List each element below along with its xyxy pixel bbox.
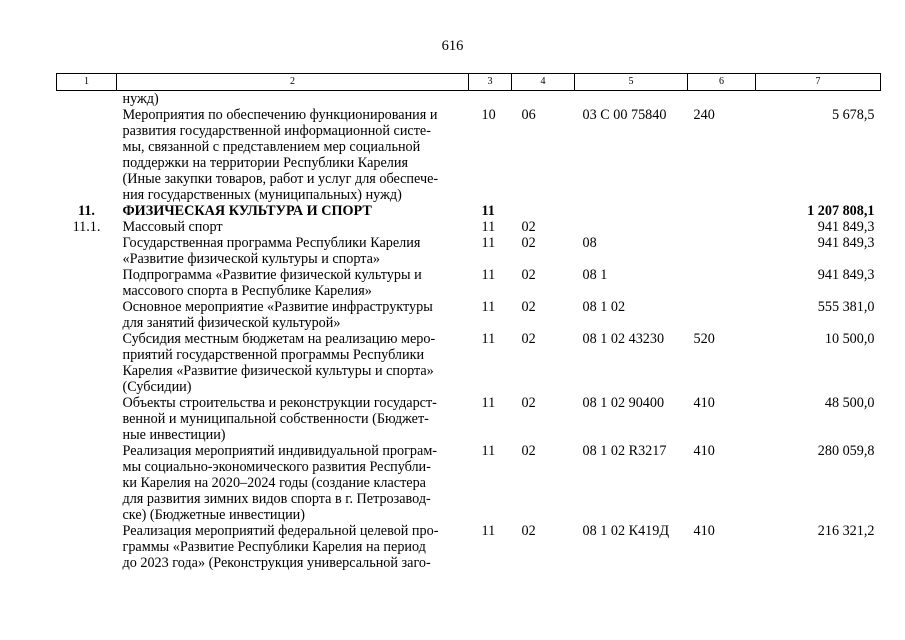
row-name-line: ФИЗИЧЕСКАЯ КУЛЬТУРА И СПОРТ [122, 203, 372, 219]
subsection-code: 02 [521, 443, 536, 459]
header-col-6: 6 [688, 74, 756, 91]
row-number [57, 395, 117, 443]
row-number: 11.1. [72, 219, 101, 235]
table-row [57, 235, 881, 267]
row-name [117, 219, 469, 235]
row-name-line: Мероприятия по обеспечению функционирования и [122, 107, 438, 123]
row-name [117, 267, 469, 299]
expense-type-code: 240 [693, 107, 715, 123]
row-name-line: Государственная программа Республики Карелия [122, 235, 421, 251]
row-name-line: Субсидия местным бюджетам на реализацию меро- [122, 331, 436, 347]
section-code: 11 [481, 523, 496, 539]
row-name-line: Подпрограмма «Развитие физической культуры и [122, 267, 422, 283]
subsection-code: 02 [521, 331, 536, 347]
subsection-code: 02 [521, 219, 536, 235]
row-name [117, 107, 469, 203]
row-amount: 5 678,5 [831, 107, 875, 123]
expense-type-code [688, 203, 756, 219]
expense-type-code: 410 [693, 395, 715, 411]
section-code: 11 [481, 331, 496, 347]
budget-table [56, 73, 881, 571]
subsection-code: 02 [521, 235, 536, 251]
subsection-code: 02 [521, 267, 536, 283]
table-row [57, 523, 881, 571]
section-code: 11 [481, 267, 496, 283]
target-article-code [575, 91, 688, 108]
subsection-code [512, 203, 575, 219]
header-col-3: 3 [469, 74, 512, 91]
row-name-line: массового спорта в Республике Карелия» [122, 283, 372, 299]
row-number [57, 331, 117, 395]
expense-type-code [688, 91, 756, 108]
subsection-code: 02 [521, 523, 536, 539]
target-article-code: 08 1 02 К419Д [582, 523, 670, 539]
row-number [57, 91, 117, 108]
row-name-line: мы, связанной с представлением мер социальной [122, 139, 421, 155]
row-name [117, 331, 469, 395]
expense-type-code: 410 [693, 443, 715, 459]
row-amount: 280 059,8 [817, 443, 875, 459]
section-code: 11 [481, 203, 495, 219]
row-number [57, 443, 117, 523]
target-article-code: 08 1 02 90400 [582, 395, 665, 411]
header-col-2: 2 [117, 74, 469, 91]
row-number: 11. [78, 203, 95, 219]
table-row [57, 395, 881, 443]
row-amount [756, 91, 881, 108]
table-row [57, 443, 881, 523]
row-name-line: для занятий физической культурой» [122, 315, 341, 331]
row-amount: 216 321,2 [817, 523, 875, 539]
table-row [57, 219, 881, 235]
row-name-line: Основное мероприятие «Развитие инфраструктуры [122, 299, 433, 315]
page-number: 616 [441, 38, 464, 54]
row-name-line: венной и муниципальной собственности (Бюджет- [122, 411, 429, 427]
table-row [57, 203, 881, 219]
row-name-line: (Субсидии) [122, 379, 192, 395]
header-col-7: 7 [756, 74, 881, 91]
row-name-line: мы социально-экономического развития Республи- [122, 459, 431, 475]
target-article-code: 08 1 02 [582, 299, 626, 315]
row-amount: 941 849,3 [817, 267, 875, 283]
row-number [57, 299, 117, 331]
section-code: 11 [481, 235, 496, 251]
row-amount: 555 381,0 [817, 299, 875, 315]
row-name-line: «Развитие физической культуры и спорта» [122, 251, 381, 267]
target-article-code: 08 1 [582, 267, 608, 283]
header-row [57, 74, 881, 91]
row-name-line: ния государственных (муниципальных) нужд) [122, 187, 402, 203]
subsection-code: 02 [521, 299, 536, 315]
row-name [117, 203, 469, 219]
target-article-code: 08 [582, 235, 597, 251]
row-name-line: Массовый спорт [122, 219, 223, 235]
row-number [57, 523, 117, 571]
row-name-line: до 2023 года» (Реконструкция универсальной заго- [122, 555, 431, 571]
row-name-line: Карелия «Развитие физической культуры и спорта» [122, 363, 434, 379]
row-number [57, 107, 117, 203]
table-row [57, 91, 881, 108]
row-name-line: ске) (Бюджетные инвестиции) [122, 507, 305, 523]
target-article-code [575, 203, 688, 219]
table-row [57, 299, 881, 331]
target-article-code: 03 С 00 75840 [582, 107, 667, 123]
section-code: 11 [481, 299, 496, 315]
table-row [57, 267, 881, 299]
header-col-1: 1 [57, 74, 117, 91]
section-code [469, 91, 512, 108]
target-article-code: 08 1 02 43230 [582, 331, 665, 347]
row-amount: 48 500,0 [824, 395, 875, 411]
section-code: 10 [481, 107, 496, 123]
table-row [57, 331, 881, 395]
section-code: 11 [481, 443, 496, 459]
section-code: 11 [481, 395, 496, 411]
row-name [117, 523, 469, 571]
row-name-line: граммы «Развитие Республики Карелия на период [122, 539, 426, 555]
table-row [57, 107, 881, 203]
row-name-line: (Иные закупки товаров, работ и услуг для обеспече- [122, 171, 439, 187]
header-col-4: 4 [512, 74, 575, 91]
expense-type-code [688, 219, 756, 235]
expense-type-code: 410 [693, 523, 715, 539]
table-header [57, 74, 881, 91]
row-amount: 941 849,3 [817, 235, 875, 251]
row-name-line: Объекты строительства и реконструкции государст- [122, 395, 437, 411]
row-amount: 1 207 808,1 [807, 203, 875, 219]
expense-type-code [688, 235, 756, 267]
row-number [57, 267, 117, 299]
row-name [117, 395, 469, 443]
row-name [117, 235, 469, 267]
row-name-line: ки Карелия на 2020–2024 годы (создание кластера [122, 475, 426, 491]
row-name-line: приятий государственной программы Республики [122, 347, 425, 363]
target-article-code: 08 1 02 R3217 [582, 443, 667, 459]
row-name-line: для развития зимних видов спорта в г. Петрозавод- [122, 491, 431, 507]
row-name-line: нужд) [122, 91, 159, 107]
row-name-line: Реализация мероприятий индивидуальной програм- [122, 443, 438, 459]
header-col-5: 5 [575, 74, 688, 91]
subsection-code: 06 [521, 107, 536, 123]
expense-type-code [688, 267, 756, 299]
row-amount: 10 500,0 [824, 331, 875, 347]
subsection-code: 02 [521, 395, 536, 411]
row-name [117, 299, 469, 331]
section-code: 11 [481, 219, 496, 235]
expense-type-code [688, 299, 756, 331]
expense-type-code: 520 [693, 331, 715, 347]
subsection-code [512, 91, 575, 108]
row-name [117, 91, 469, 108]
row-name-line: ные инвестиции) [122, 427, 226, 443]
row-number [57, 235, 117, 267]
target-article-code [575, 219, 688, 235]
row-name [117, 443, 469, 523]
row-name-line: развития государственной информационной систе- [122, 123, 431, 139]
row-name-line: поддержки на территории Республики Карелия [122, 155, 408, 171]
row-amount: 941 849,3 [817, 219, 875, 235]
table-body [57, 91, 881, 572]
row-name-line: Реализация мероприятий федеральной целевой про- [122, 523, 439, 539]
